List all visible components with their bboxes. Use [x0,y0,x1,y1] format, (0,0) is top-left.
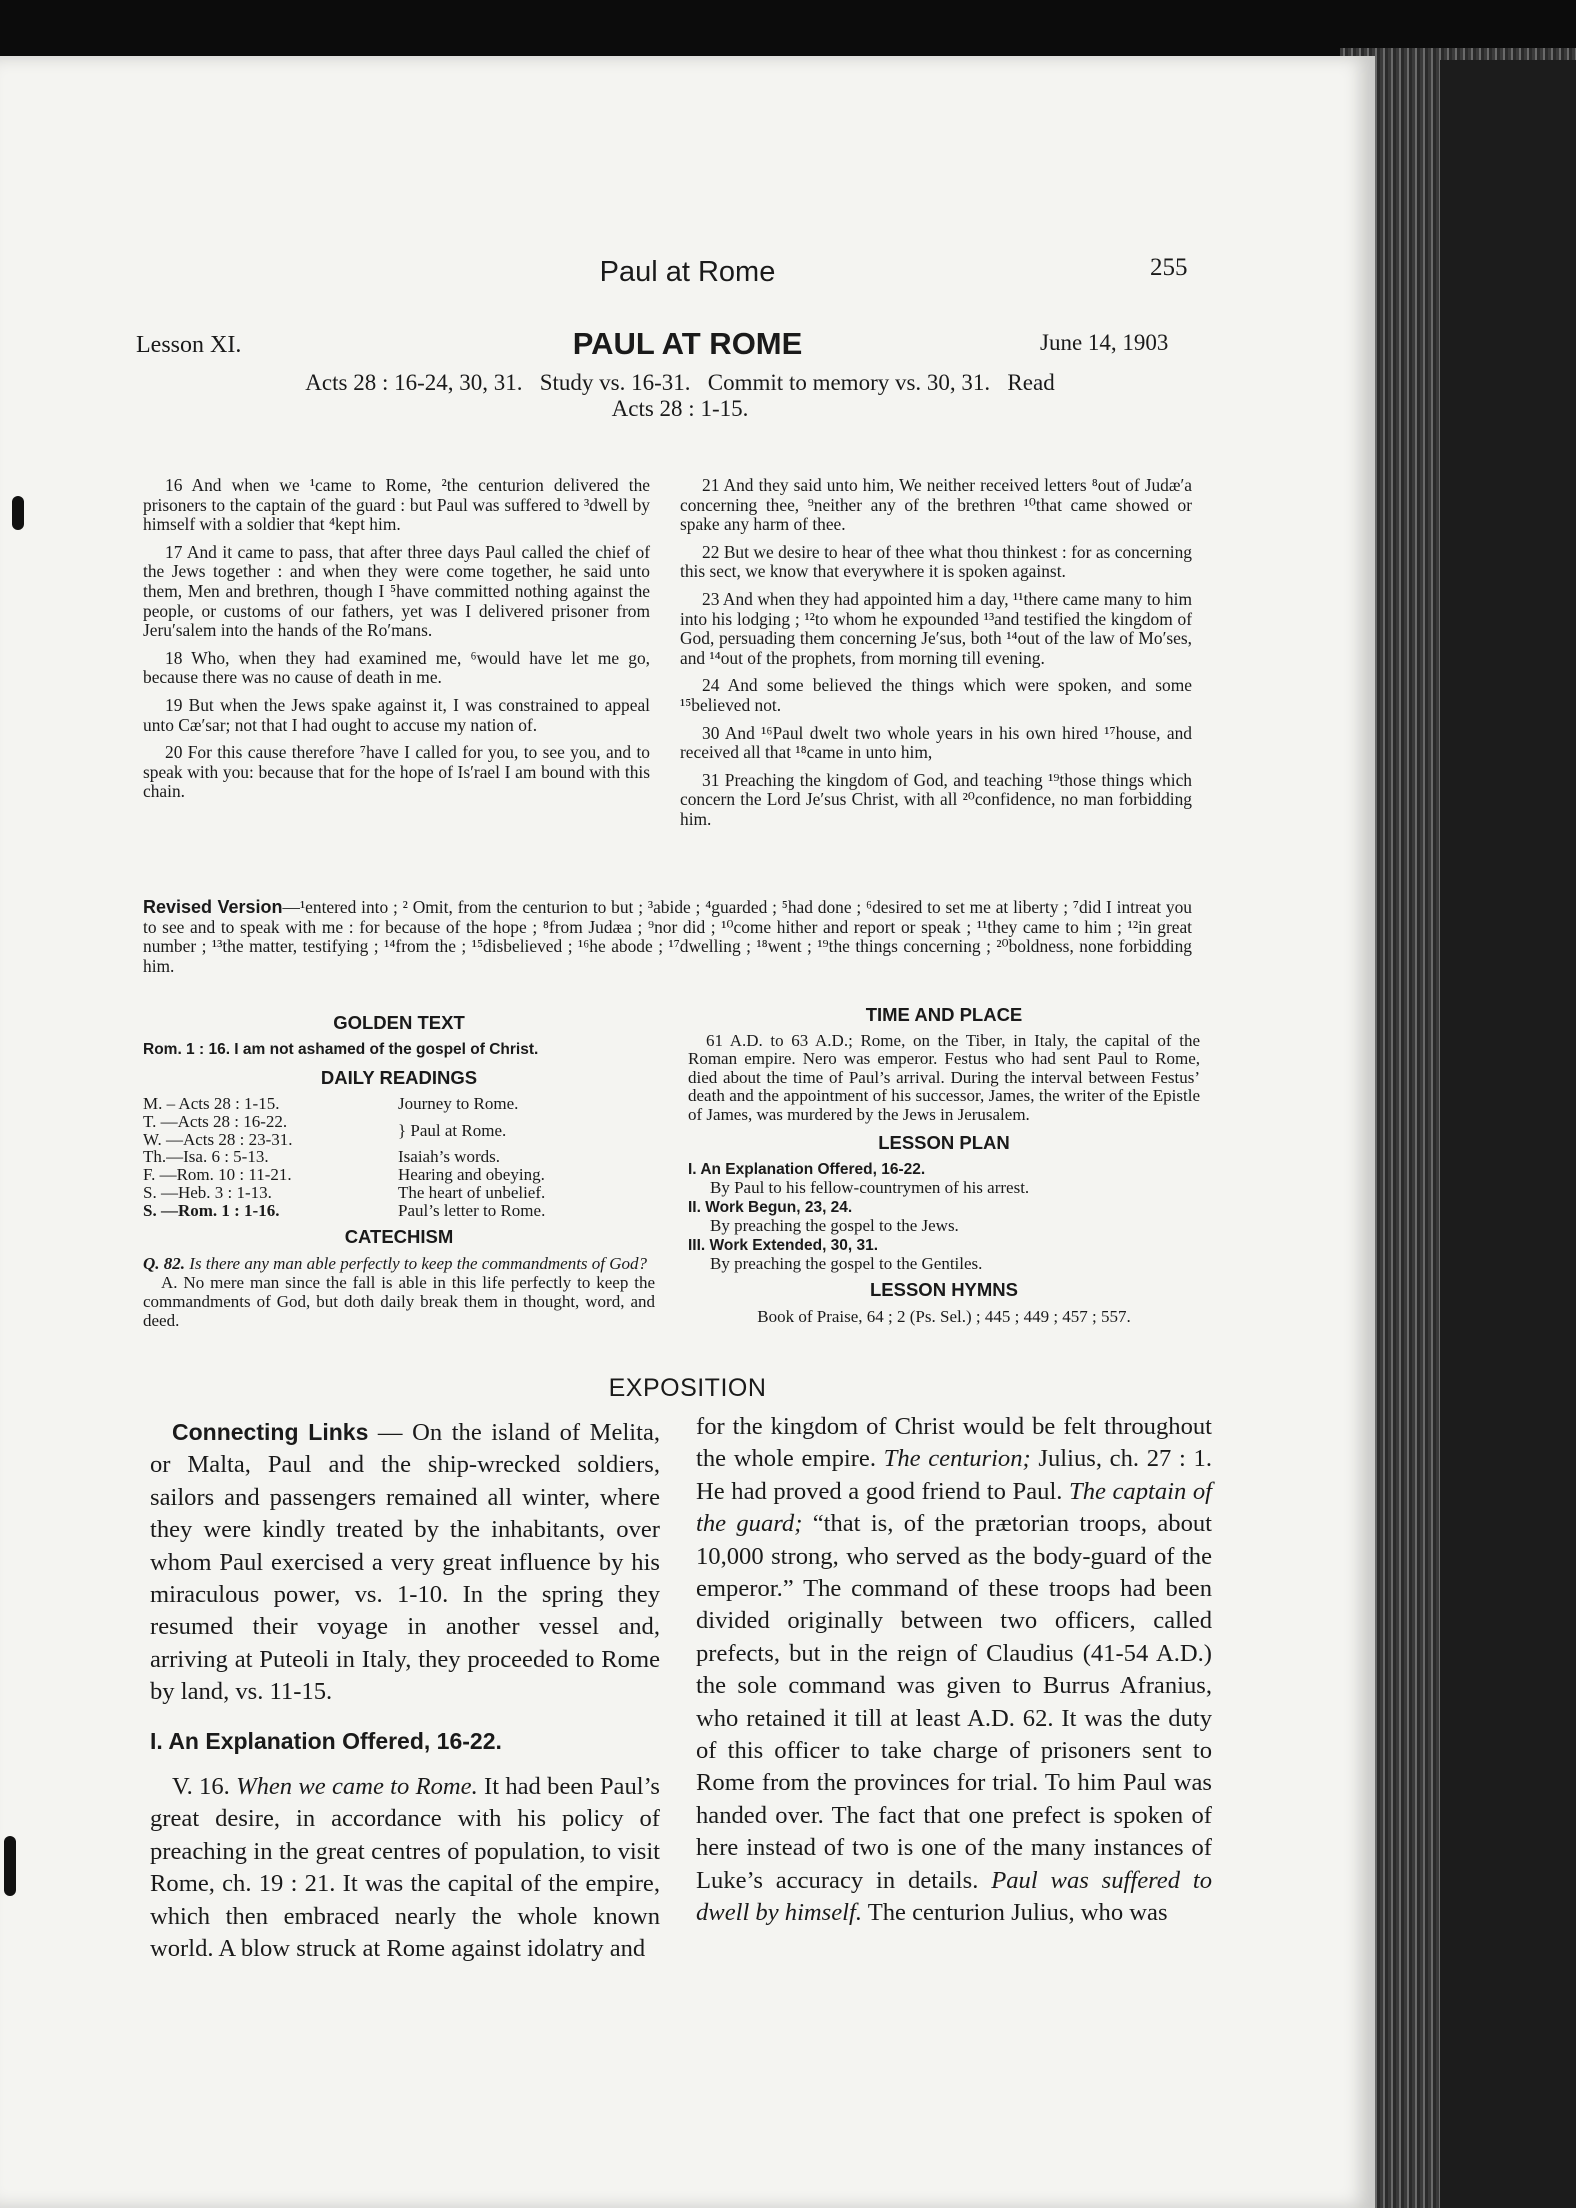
lesson-hymns-heading: LESSON HYMNS [869,1279,1019,1301]
scripture-right-column [680,476,1192,830]
reading-ref: Th.—Isa. 6 : 5-13. [143,1147,269,1167]
lesson-plan-heading: LESSON PLAN [878,1132,1010,1154]
connecting-links-paragraph [150,1416,660,1709]
revised-version-notes [143,898,1192,976]
reference-line-2: Acts 28 : 1-15. [611,396,749,421]
reading-title: Hearing and obeying. [398,1165,545,1185]
verse-31: 31 Preaching the kingdom of God, and teaching ¹⁹those things which concern the Lord Je′sus Christ, with all ²⁰confidence, no man forbidding him. [680,769,1192,829]
verse-19: 19 But when the Jews spake against it, I was constrained to appeal unto Cæ′sar; not that I had ought to accuse my nation of. [143,694,650,735]
running-head: Paul at Rome [599,256,776,288]
commentary-text: The centurion Julius, who was [861,1899,1168,1927]
question-text: Is there any man able perfectly to keep the commandments of God? [189,1253,648,1273]
commentary-text: “that is, of the prætorian troops, about 10,000 strong, who served as the body-guard of the emperor.” The command of these troops had been divided originally between two officers, called prefects, but in the reign of Claudius (41-54 A.D.) the sole command was given to Burrus Afranius, who retained it till at least A.D. 62. It was the duty of this officer to take charge of prisoners sent to Rome from the provinces for trial. To him Paul was handed over. The fact that one prefect is spoken of here instead of two is one of the many instances of Luke’s accuracy in details. [696,1510,1213,1894]
plan-item-sub: By preaching the gospel to the Jews. [710,1216,959,1236]
book-cover-edge [1440,60,1576,2208]
verse-label: V. 16. [172,1773,230,1801]
catechism-question [143,1254,655,1273]
reading-title: The heart of unbelief. [398,1182,546,1202]
lesson-hymns-text: Book of Praise, 64 ; 2 (Ps. Sel.) ; 445 ; 449 ; 457 ; 557. [757,1307,1131,1327]
reading-ref: W. —Acts 28 : 23-31. [143,1129,293,1149]
book-page [0,56,1375,2208]
daily-readings-list [143,1095,655,1220]
verse-commentary-text: It had been Paul’s great desire, in accordance with his policy of preaching in the great centres of population, to visit Rome, ch. 19 : 21. It was the capital of the empire, which then embraced nearly the whole known world. A blow struck at Rome against idolatry and [150,1773,660,1963]
plan-item-title: I. An Explanation Offered, 16-22. [688,1161,926,1179]
verse-30: 30 And ¹⁶Paul dwelt two whole years in his own hired ¹⁷house, and received all that ¹⁸came in unto him, [680,722,1192,763]
reading-title: Paul’s letter to Rome. [398,1200,546,1220]
commentary-phrase: The centurion; [883,1445,1031,1473]
plan-item-sub: By preaching the gospel to the Gentiles. [710,1254,983,1274]
exposition-right-column [696,1411,1212,1930]
catechism-heading: CATECHISM [344,1225,454,1247]
lesson-aids-right [688,1000,1200,1326]
reading-title: Journey to Rome. [398,1094,519,1113]
revised-version-text: —¹entered into ; ² Omit, from the centurion to but ; ³abide ; ⁴guarded ; ⁵had done ; ⁶desired to set me at liberty ; ⁷did I intreat you to see and to speak with me : for because of the hope ; ⁸from Judæa ; ⁹nor did ; ¹⁰come hither and report or speak ; ¹¹they came to him ; ¹²in great number ; ¹³the matter, testifying ; ¹⁴from the ; ¹⁵disbelieved ; ¹⁶he abode ; ¹⁷dwelling ; ¹⁸went ; ¹⁹the things concerning ; ²⁰boldness, none forbidding him. [143,897,1192,976]
golden-text: Rom. 1 : 16. I am not ashamed of the gospel of Christ. [143,1041,539,1058]
scripture-reference [200,370,1160,422]
plan-item-3 [688,1236,1200,1255]
revised-version-label: Revised Version [143,897,283,917]
lesson-number: Lesson XI. [136,332,242,358]
reading-title: } Paul at Rome. [398,1120,507,1140]
plan-item-1 [688,1160,1200,1179]
plan-item-sub: By Paul to his fellow-countrymen of his arrest. [710,1178,1030,1198]
reading-ref: M. – Acts 28 : 1-15. [143,1094,280,1113]
reference-line-1: Acts 28 : 16-24, 30, 31. Study vs. 16-31. Commit to memory vs. 30, 31. Read [305,370,1055,395]
time-place-heading: TIME AND PLACE [865,1004,1023,1025]
plan-item-2 [688,1198,1200,1217]
exposition-heading: EXPOSITION [608,1374,767,1402]
verse-21: 21 And they said unto him, We neither received letters ⁸out of Judæ′a concerning thee, ⁹neither any of the brethren ¹⁰that came showed or spake any harm of thee. [680,475,1192,535]
commentary-phrase: Paul was suffered to dwell by himself. [696,1866,1212,1927]
verse-16-commentary [150,1771,660,1965]
reading-ref: S. —Rom. 1 : 1-16. [143,1200,280,1220]
section-heading: I. An Explanation Offered, 16-22. [150,1727,502,1754]
plan-item-title: II. Work Begun, 23, 24. [688,1198,853,1216]
exposition-left-column [150,1416,660,1966]
reading-title: Isaiah’s words. [398,1147,500,1167]
lesson-date: June 14, 1903 [1040,330,1169,355]
commentary-text: for the kingdom of Christ would be felt throughout the whole empire. [696,1413,1212,1473]
daily-readings-heading: DAILY READINGS [320,1067,478,1088]
scripture-left-column [143,476,650,802]
reading-ref: S. —Heb. 3 : 1-13. [143,1182,272,1202]
connecting-links-text: — On the island of Melita, or Malta, Paul and the ship-wrecked soldiers, sailors and passengers remained all winter, where they were kindly treated by the inhabitants, over whom Paul exercised a very great influence by his miraculous power, vs. 1-10. In the spring they resumed their voyage in another vessel and, arriving at Puteoli in Italy, they proceeded to Rome by land, vs. 11-15. [150,1419,661,1706]
time-place-text: 61 A.D. to 63 A.D.; Rome, on the Tiber, in Italy, the capital of the Roman empire. Nero was emperor. Festus who had sent Paul to Rome, died about the time of Paul’s arrival. During the interval between Festus’ death and the appointment of his successor, James, the writer of the Epistle of James, was murdered by the Jews in Jerusalem. [688,1031,1200,1124]
page-number: 255 [1150,254,1188,281]
reading-ref: F. —Rom. 10 : 11-21. [143,1165,292,1185]
verse-24: 24 And some believed the things which were spoken, and some ¹⁵believed not. [680,675,1192,715]
verse-phrase: When we came to Rome. [236,1773,478,1801]
lesson-title: PAUL AT ROME [572,326,803,361]
verse-16: 16 And when we ¹came to Rome, ²the centurion delivered the prisoners to the captain of the guard : but Paul was suffered to ³dwell by himself with a soldier that ⁴kept him. [143,475,650,535]
commentary-phrase: The captain of the guard; [696,1477,1212,1538]
verse-23: 23 And when they had appointed him a day, ¹¹there came many to him into his lodging ; ¹²to whom he expounded ¹³and testified the kingdom of God, persuading them concerning Je′sus, both ¹⁴out of the law of Mo′ses, and ¹⁴out of the prophets, from morning till evening. [680,588,1192,668]
golden-text-heading: GOLDEN TEXT [333,1012,465,1033]
verse-18: 18 Who, when they had examined me, ⁶would have let me go, because there was no cause of death in me. [143,647,650,688]
reading-ref: T. —Acts 28 : 16-22. [143,1111,288,1131]
verse-20: 20 For this cause therefore ⁷have I called for you, to see you, and to speak with you: because that for the hope of Is′rael I am bound with this chain. [143,742,650,802]
plan-item-title: III. Work Extended, 30, 31. [688,1236,879,1254]
catechism-answer: A. No mere man since the fall is able in this life perfectly to keep the commandments of God, but doth daily break them in thought, word, and deed. [143,1272,655,1330]
connecting-links-label: Connecting Links [172,1419,369,1445]
verse-22: 22 But we desire to hear of thee what thou thinkest : for as concerning this sect, we know that everywhere it is spoken against. [680,541,1192,582]
verse-17: 17 And it came to pass, that after three days Paul called the chief of the Jews together : and when they were come together, he said unto them, Men and brethren, though I ⁵have committed nothing against the people, or customs of our fathers, yet was I delivered prisoner from Jeru′salem into the hands of the Ro′mans. [143,541,650,641]
commentary-continued [696,1411,1212,1930]
commentary-text: Julius, ch. 27 : 1. He had proved a good friend to Paul. [696,1445,1212,1505]
lesson-aids-left [143,1008,655,1330]
question-label: Q. 82. [143,1253,186,1273]
